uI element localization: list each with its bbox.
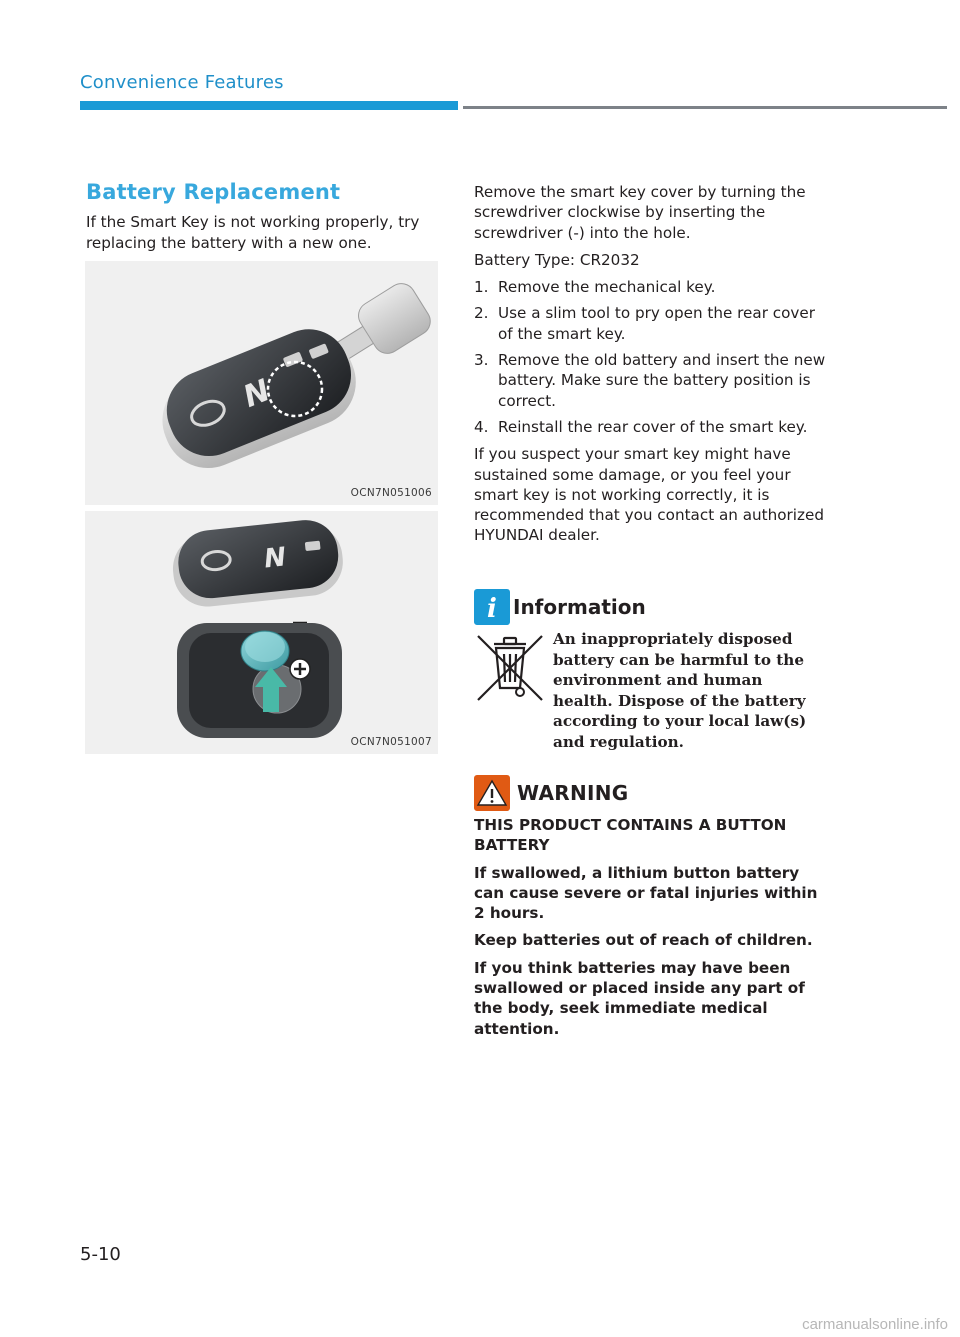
battery-compartment-illustration (85, 511, 438, 754)
warning-body (474, 815, 829, 1046)
steps-list (474, 277, 829, 437)
warning-line: If you think batteries may have been swallowed or placed inside any part of the body, seek immediate medical attention. (474, 958, 805, 1038)
section-header-title: Convenience Features (80, 72, 284, 93)
battery-replacement-section (86, 180, 438, 253)
page-number: 5-10 (80, 1244, 121, 1265)
svg-text:N: N (238, 373, 276, 415)
list-item: 2. Use a slim tool to pry open the rear cover of the smart key. (474, 304, 816, 343)
figure-code: OCN7N051006 (350, 487, 432, 499)
information-title: Information (513, 595, 646, 619)
cover-removal-paragraph: Remove the smart key cover by turning the screwdriver clockwise by inserting the screwdriver (-) into the hole. (474, 183, 806, 242)
warning-triangle-icon (474, 775, 510, 811)
section-title: Battery Replacement (86, 180, 341, 204)
svg-text:N: N (262, 542, 288, 575)
warning-heading (474, 775, 628, 811)
replacement-instructions (474, 182, 829, 553)
warning-title: WARNING (517, 781, 629, 805)
warning-line: If swallowed, a lithium button battery can cause severe or fatal injuries within 2 hours. (474, 863, 818, 923)
list-item: 1. Remove the mechanical key. (474, 278, 716, 297)
header-rule (463, 106, 947, 109)
information-body: An inappropriately disposed battery can be harmful to the environment and human health. Dispose of the battery according to your local law(s) and regulation. (553, 630, 807, 751)
figure-battery-compartment (85, 511, 438, 754)
figure-remove-mechanical-key (85, 261, 438, 505)
dealer-advice-paragraph: If you suspect your smart key might have sustained some damage, or you feel your smart key is not working correctly, it is recommended that you contact an authorized HYUNDAI dealer. (474, 445, 824, 545)
info-icon (474, 589, 510, 625)
smart-key-illustration (85, 261, 438, 505)
list-item: 4. Reinstall the rear cover of the smart key. (474, 417, 808, 436)
intro-paragraph: If the Smart Key is not working properly, try replacing the battery with a new one. (86, 213, 420, 252)
svg-text:i: i (487, 594, 497, 624)
warning-line: Keep batteries out of reach of children. (474, 931, 813, 950)
battery-type: Battery Type: CR2032 (474, 250, 640, 269)
header-accent-bar (80, 101, 458, 110)
crossed-out-bin-icon (474, 632, 546, 708)
figure-code: OCN7N051007 (350, 736, 432, 748)
warning-line: THIS PRODUCT CONTAINS A BUTTON BATTERY (474, 816, 787, 855)
information-heading (474, 589, 646, 625)
watermark: carmanualsonline.info (802, 1316, 948, 1333)
list-item: 3. Remove the old battery and insert the new battery. Make sure the battery position is correct. (474, 351, 826, 410)
